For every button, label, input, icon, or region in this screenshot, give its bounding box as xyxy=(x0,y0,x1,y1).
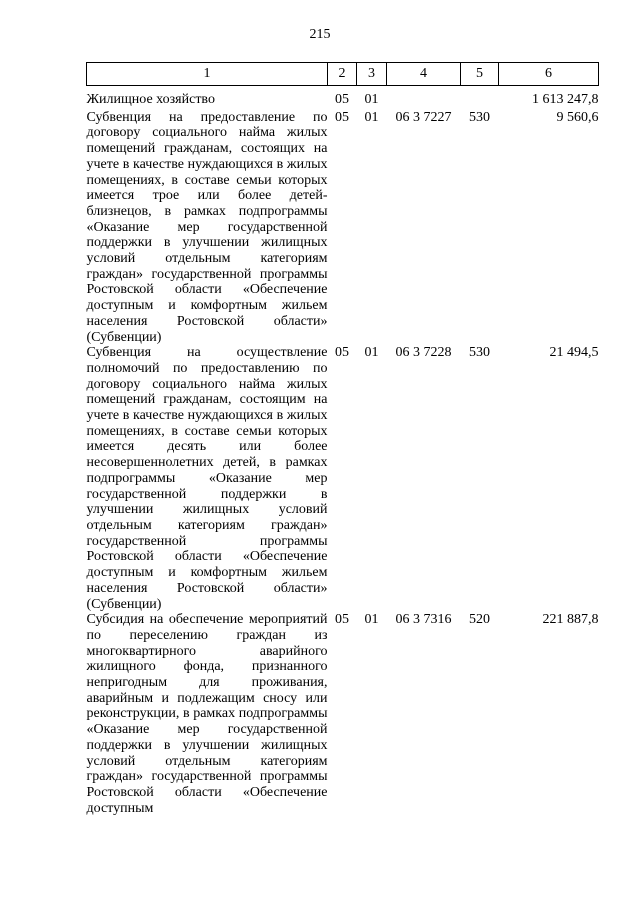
table-row xyxy=(87,110,599,346)
table-header-row xyxy=(87,63,599,86)
row-target-article xyxy=(387,86,461,110)
row-section: 05 xyxy=(335,612,349,628)
row-subsection: 01 xyxy=(364,345,379,361)
row-section: 05 xyxy=(335,109,349,125)
table-row xyxy=(87,612,599,816)
row-expense-type: 530 xyxy=(469,109,490,125)
budget-table xyxy=(86,62,599,816)
table-row xyxy=(87,345,599,612)
header-col-6: 6 xyxy=(499,63,599,86)
row-expense-type: 530 xyxy=(469,345,490,361)
row-section: 05 xyxy=(335,92,349,107)
row-subsection: 01 xyxy=(364,612,379,628)
row-target-article: 06 3 7316 xyxy=(395,612,452,628)
page-number: 215 xyxy=(309,27,331,42)
row-amount: 1 613 247,8 xyxy=(532,92,599,107)
row-amount: 21 494,5 xyxy=(549,345,599,361)
row-description: Субвенция на предоставление по договору социального найма жилых помещений гражданам, состоящих на учете в качестве нуждающихся в жилых помещениях, в составе семьи которых имеется трое или более детей-близнецов, в рамках подпрограммы «Оказание мер государственной поддержки в улучшении жилищных условий отдельным категориям граждан» государственной программы Ростовской области «Обеспечение доступным и комфортным жильем населения Ростовской области» (Субвенции) xyxy=(86,109,328,345)
header-col-2: 2 xyxy=(328,63,357,86)
row-subsection: 01 xyxy=(364,109,379,125)
header-col-1: 1 xyxy=(87,63,328,86)
row-target-article: 06 3 7228 xyxy=(395,345,452,361)
row-description: Жилищное хозяйство xyxy=(86,92,215,107)
header-col-4: 4 xyxy=(387,63,461,86)
row-expense-type: 520 xyxy=(469,612,490,628)
row-amount: 9 560,6 xyxy=(556,109,599,125)
row-target-article: 06 3 7227 xyxy=(395,109,452,125)
row-section: 05 xyxy=(335,345,349,361)
row-description: Субвенция на осуществление полномочий по предоставлению по договору социального найма жилых помещений гражданам, состоящим на учете в качестве нуждающихся в жилых помещениях, в составе семьи которых имеется десять или более несовершеннолетних детей, в рамках подпрограммы «Оказание мер государственной поддержки в улучшении жилищных условий отдельным категориям граждан» государственной программы Ростовской области «Обеспечение доступным и комфортным жильем населения Ростовской области» (Субвенции) xyxy=(86,345,328,612)
row-expense-type xyxy=(461,86,499,110)
row-description: Субсидия на обеспечение мероприятий по переселению граждан из многоквартирного аварийного жилищного фонда, признанного непригодным для проживания, аварийным и подлежащим сносу или реконструкции, в рамках подпрограммы «Оказание мер государственной поддержки в улучшении жилищных условий отдельным категориям граждан» государственной программы Ростовской области «Обеспечение доступным xyxy=(86,612,328,816)
header-col-5: 5 xyxy=(461,63,499,86)
row-amount: 221 887,8 xyxy=(542,612,599,628)
header-col-3: 3 xyxy=(357,63,387,86)
row-subsection: 01 xyxy=(364,92,379,107)
table-row xyxy=(87,86,599,110)
